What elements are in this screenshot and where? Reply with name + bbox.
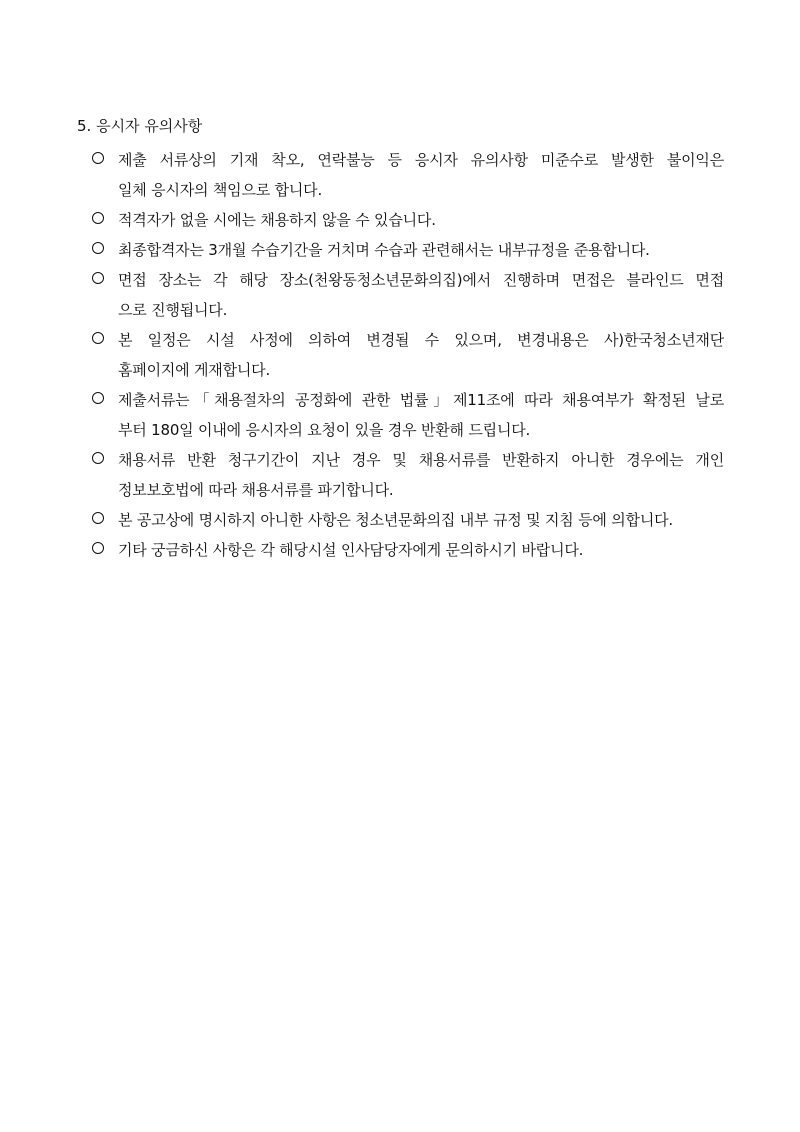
item-text-line: 제출서류는「채용절차의 공정화에 관한 법률」제11조에 따라 채용여부가 확정된 날로 bbox=[118, 391, 724, 409]
circle-bullet-icon bbox=[92, 272, 104, 284]
circle-bullet-icon bbox=[92, 392, 104, 404]
list-item bbox=[92, 145, 724, 205]
item-text-line: 최종합격자는 3개월 수습기간을 거치며 수습과 관련해서는 내부규정을 준용합니다. bbox=[118, 241, 650, 259]
item-text-line: 일체 응시자의 책임으로 합니다. bbox=[118, 181, 323, 199]
list-item bbox=[92, 445, 724, 505]
circle-bullet-icon bbox=[92, 332, 104, 344]
list-item bbox=[92, 505, 724, 535]
item-text-line: 홈페이지에 게재합니다. bbox=[118, 361, 271, 379]
item-text-line: 부터 180일 이내에 응시자의 요청이 있을 경우 반환해 드립니다. bbox=[118, 421, 531, 439]
item-text-line: 제출 서류상의 기재 착오, 연락불능 등 응시자 유의사항 미준수로 발생한 불이익은 bbox=[118, 151, 724, 169]
circle-bullet-icon bbox=[92, 512, 104, 524]
list-item bbox=[92, 325, 724, 385]
item-text-line: 본 일정은 시설 사정에 의하여 변경될 수 있으며, 변경내용은 사)한국청소년재단 bbox=[118, 331, 724, 349]
list-item bbox=[92, 385, 724, 445]
item-text-line: 기타 궁금하신 사항은 각 해당시설 인사담당자에게 문의하시기 바랍니다. bbox=[118, 541, 584, 559]
circle-bullet-icon bbox=[92, 212, 104, 224]
circle-bullet-icon bbox=[92, 152, 104, 164]
section-heading: 5. 응시자 유의사항 bbox=[77, 117, 203, 135]
item-text-line: 정보보호법에 따라 채용서류를 파기합니다. bbox=[118, 481, 394, 499]
item-text-line: 으로 진행됩니다. bbox=[118, 301, 228, 319]
circle-bullet-icon bbox=[92, 242, 104, 254]
notice-list bbox=[92, 145, 724, 565]
list-item bbox=[92, 205, 724, 235]
item-text-line: 본 공고상에 명시하지 아니한 사항은 청소년문화의집 내부 규정 및 지침 등에 의합니다. bbox=[118, 511, 673, 529]
circle-bullet-icon bbox=[92, 452, 104, 464]
item-text-line: 채용서류 반환 청구기간이 지난 경우 및 채용서류를 반환하지 아니한 경우에는 개인 bbox=[118, 451, 724, 469]
list-item bbox=[92, 235, 724, 265]
list-item bbox=[92, 265, 724, 325]
item-text-line: 적격자가 없을 시에는 채용하지 않을 수 있습니다. bbox=[118, 211, 436, 229]
item-text-line: 면접 장소는 각 해당 장소(천왕동청소년문화의집)에서 진행하며 면접은 블라인드 면접 bbox=[118, 271, 724, 289]
list-item bbox=[92, 535, 724, 565]
circle-bullet-icon bbox=[92, 542, 104, 554]
